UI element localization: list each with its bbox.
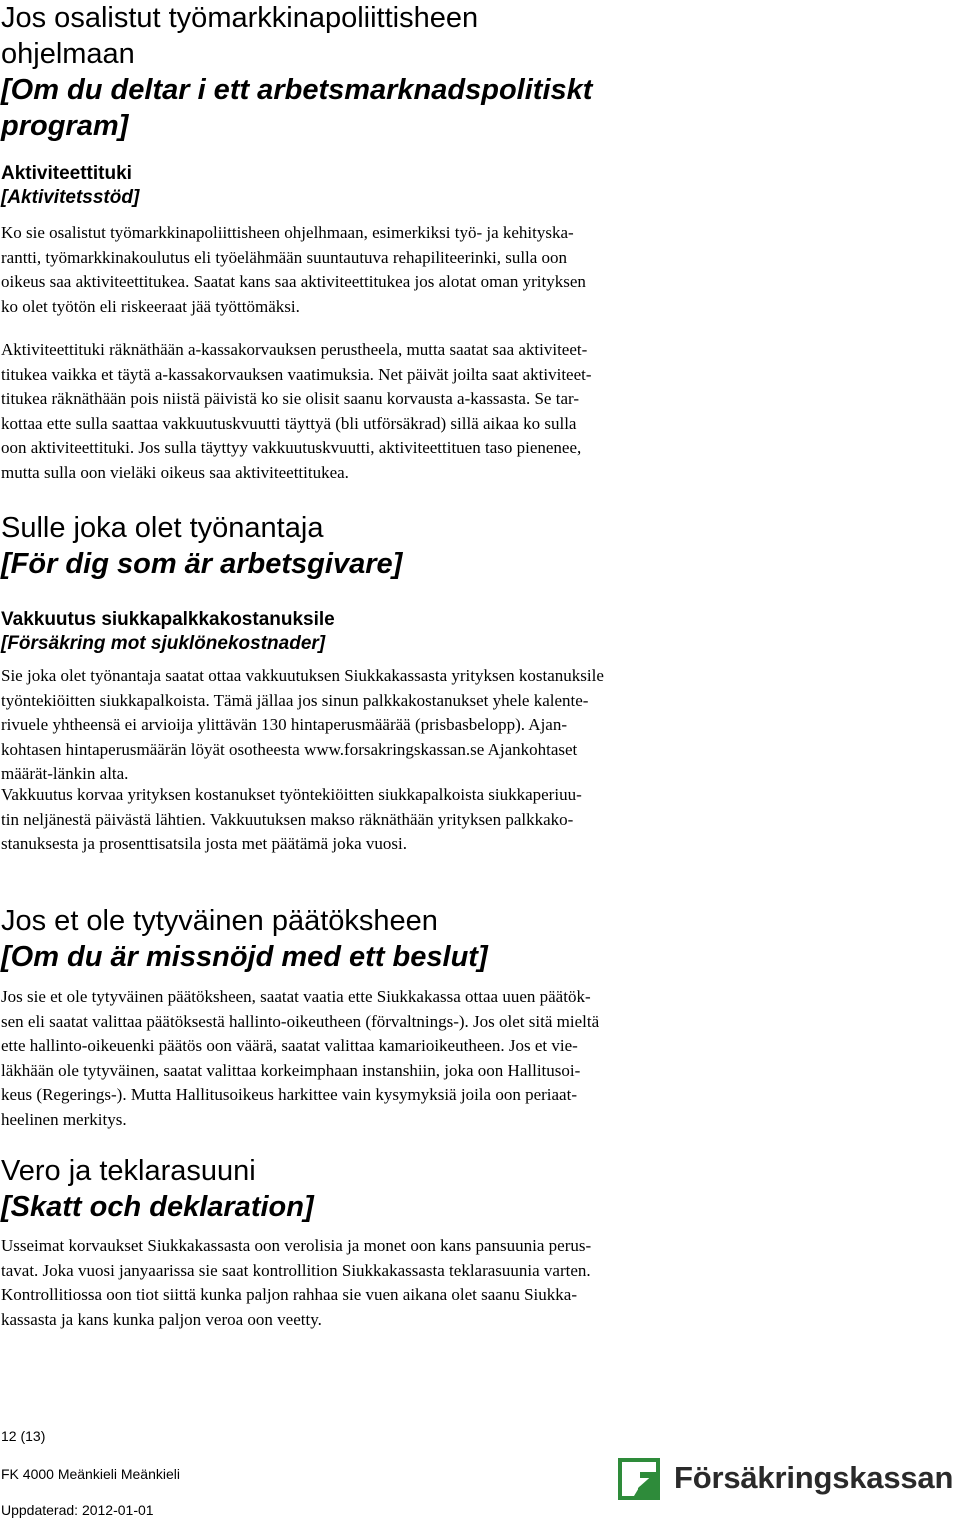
subheading-swedish: [Aktivitetsstöd]: [1, 187, 140, 208]
paragraph: [1, 221, 960, 319]
subsection-heading: [1, 608, 960, 656]
paragraph-line: Vakkuutus korvaa yrityksen kostanukset työntekiöitten siukkapalkoista siukkaperiuu-: [1, 785, 582, 804]
section-employer: [1, 510, 960, 582]
heading-finnish: Jos et ole tytyväinen päätöksheen: [1, 905, 438, 937]
paragraph: [1, 1234, 960, 1332]
heading-swedish-line2: program]: [1, 110, 129, 142]
paragraph-line: ette hallinto-oikeuenki päätös oon väärä, saatat valittaa kamarioikeutheen. Jos et vie-: [1, 1036, 578, 1055]
heading-swedish-line1: [Om du deltar i ett arbetsmarknadspolitiskt: [1, 74, 593, 106]
subsection-sick-pay-insurance: [1, 608, 960, 656]
paragraph-line: titukea räknäthään pois niistä päivistä ko sie olisit saanu korvausta a-kassasta. Se tar-: [1, 389, 579, 408]
forsakringskassan-logo: [618, 1458, 960, 1500]
paragraph-line: oon aktiviteettituki. Jos sulla täyttyy vakkuutuskvuutti, aktiviteettituen taso pienenee,: [1, 438, 582, 457]
section-activity-program: [1, 0, 960, 144]
paragraph-line: Usseimat korvaukset Siukkakassasta oon verolisia ja monet oon kans pansuunia perus-: [1, 1236, 592, 1255]
paragraph-line: sen eli saatat valittaa päätöksestä hallinto-oikeutheen (förvaltnings-). Jos olet sitä mieltä: [1, 1011, 600, 1031]
paragraph-line: keus (Regerings-). Mutta Hallitusoikeus harkittee vain kysymyksiä joila oon periaat-: [1, 1085, 577, 1104]
heading-swedish: [Om du är missnöjd med ett beslut]: [1, 941, 488, 973]
subheading-finnish: Aktiviteettituki: [1, 163, 132, 184]
paragraph: [1, 664, 960, 787]
heading-finnish-line2: ohjelmaan: [1, 38, 135, 70]
paragraph-line: Aktiviteettituki räknäthään a-kassakorvauksen perustheela, mutta saatat saa aktiviteet-: [1, 340, 588, 359]
paragraph-line: stanuksesta ja prosenttisatsila josta met päätämä joka vuosi.: [1, 834, 408, 853]
section-heading: [1, 0, 960, 144]
paragraph-line: Sie joka olet työnantaja saatat ottaa vakkuutuksen Siukkakassasta yrityksen kostanuksile: [1, 666, 604, 685]
paragraph-line: Ko sie osalistut työmarkkinapoliittisheen ohjelhmaan, esimerkiksi työ- ja kehityska-: [1, 223, 574, 242]
paragraph-line: rivuele yhtheensä ei arvioija ylittävän 130 hintaperusmäärää (prisbasbelopp). Ajan-: [1, 715, 567, 734]
paragraph: [1, 783, 960, 857]
heading-finnish: Vero ja teklarasuuni: [1, 1155, 256, 1187]
paragraph: [1, 985, 960, 1132]
paragraph-line: tavat. Joka vuosi janyaarissa sie saat kontrollition Siukkakassasta teklarasuunia varten.: [1, 1260, 591, 1280]
paragraph-line: kohtasen hintaperusmäärän löyät osotheesta www.forsakringskassan.se Ajankohtaset: [1, 739, 578, 759]
paragraph-line: rantti, työmarkkinakoulutus eli työelähmään suuntautuva rehapiliteerinki, sulla oon: [1, 247, 568, 267]
heading-finnish: Sulle joka olet työnantaja: [1, 512, 324, 544]
paragraph-line: tin neljänestä päivästä lähtien. Vakkuutuksen makso räknäthään yrityksen palkkako-: [1, 809, 574, 829]
document-id: FK 4000 Meänkieli Meänkieli: [1, 1466, 180, 1482]
subsection-heading: [1, 162, 960, 210]
subheading-finnish: Vakkuutus siukkapalkkakostanuksile: [1, 609, 335, 630]
heading-finnish-line1: Jos osalistut työmarkkinapoliittisheen: [1, 2, 479, 34]
heading-swedish: [Skatt och deklaration]: [1, 1191, 314, 1223]
section-tax: [1, 1153, 960, 1225]
paragraph-line: läkhään ole tytyväinen, saatat valittaa korkeimphaan instanshiin, joka oon Hallitusoi-: [1, 1060, 581, 1080]
subsection-activity-support: [1, 162, 960, 210]
heading-swedish: [För dig som är arbetsgivare]: [1, 548, 403, 580]
paragraph-line: kassasta ja kans kunka paljon veroa oon veetty.: [1, 1309, 322, 1329]
paragraph-line: titukea vaikka et täytä a-kassakorvauksen vaatimuksia. Net päivät joilta saat aktiviteet-: [1, 364, 592, 384]
paragraph-line: työntekiöitten siukkapalkoista. Tämä jällaa jos sinun palkkakostanukset yhele kalente-: [1, 690, 589, 710]
subheading-swedish: [Försäkring mot sjuklönekostnader]: [1, 633, 326, 654]
page-number: 12 (13): [1, 1428, 46, 1444]
updated-date: Uppdaterad: 2012-01-01: [1, 1502, 154, 1518]
section-heading: [1, 510, 960, 582]
logo-mark-icon: [618, 1458, 660, 1500]
paragraph-line: Kontrollitiossa oon tiot siittä kunka paljon rahhaa sie vuen aikana olet saanu Siukka-: [1, 1285, 577, 1304]
paragraph-line: mutta sulla oon vieläki oikeus saa aktiviteettitukea.: [1, 462, 349, 482]
paragraph-line: heelinen merkitys.: [1, 1109, 127, 1129]
paragraph-line: määrät-länkin alta.: [1, 764, 129, 783]
logo-text: Försäkringskassan: [674, 1460, 954, 1495]
paragraph-line: kottaa ette sulla saattaa vakkuutuskvuutti täyttyä (bli utförsäkrad) sillä aikaa ko sulla: [1, 413, 577, 433]
section-heading: [1, 1153, 960, 1225]
section-appeal: [1, 903, 960, 975]
paragraph-line: Jos sie et ole tytyväinen päätöksheen, saatat vaatia ette Siukkakassa ottaa uuen päätök-: [1, 987, 591, 1006]
section-heading: [1, 903, 960, 975]
paragraph: [1, 338, 960, 485]
paragraph-line: oikeus saa aktiviteettitukea. Saatat kans saa aktiviteettitukea jos alotat oman yrityksen: [1, 272, 586, 291]
paragraph-line: ko olet työtön eli riskeeraat jää työttömäksi.: [1, 296, 300, 316]
